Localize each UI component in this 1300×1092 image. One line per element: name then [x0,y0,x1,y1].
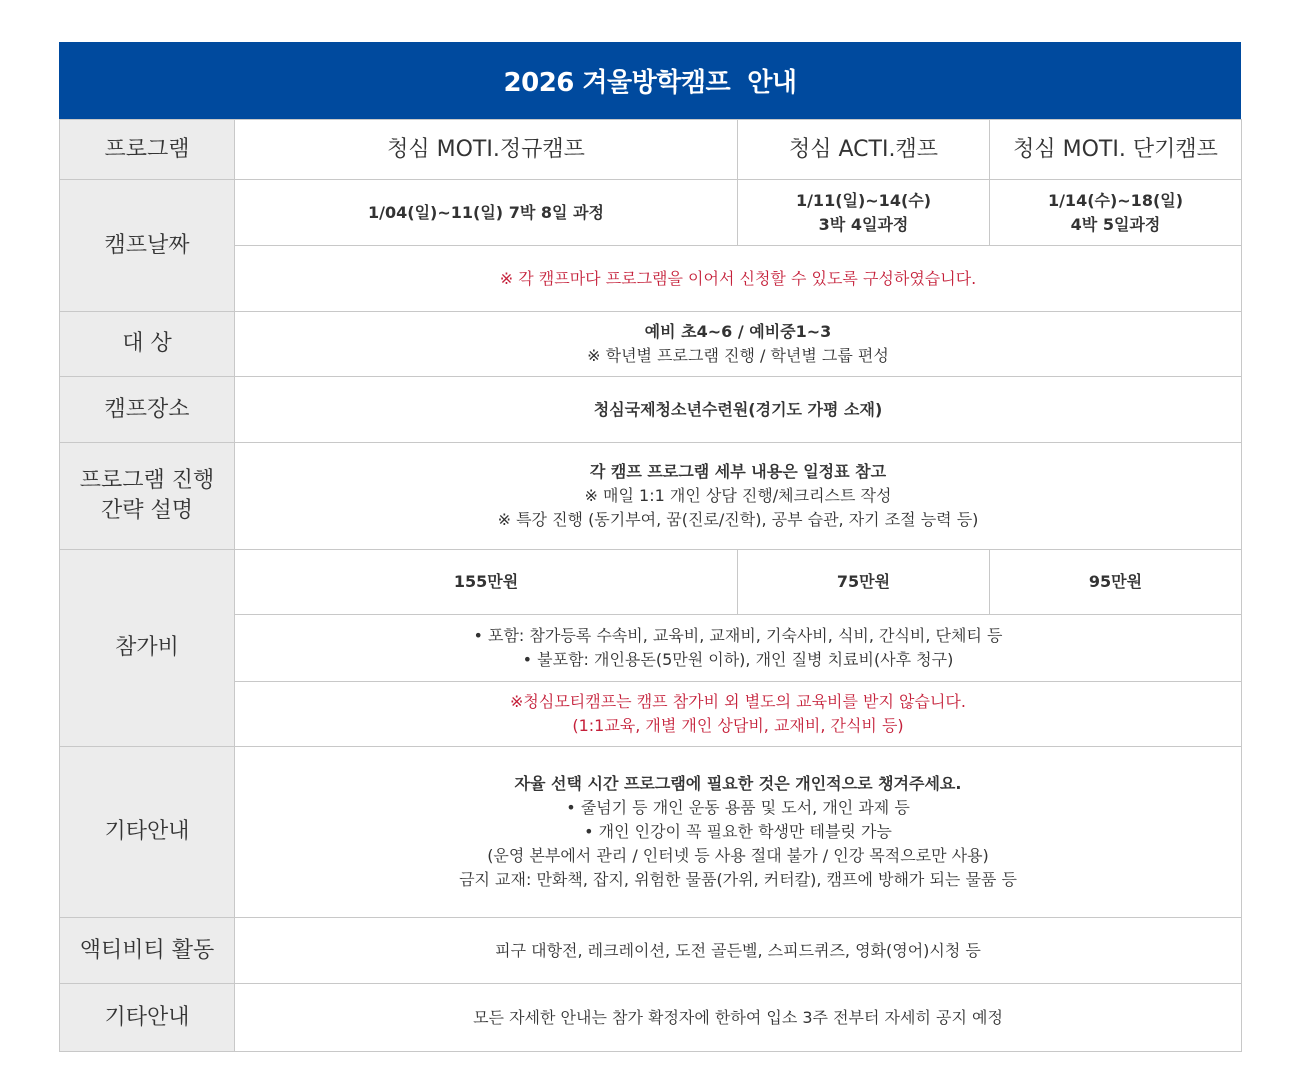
fee-note-line1: ※청심모티캠프는 캠프 참가비 외 별도의 교육비를 받지 않습니다. [510,692,966,711]
activity-value: 피구 대항전, 레크레이션, 도전 골든벨, 스피드퀴즈, 영화(영어)시청 등 [235,918,1242,984]
label-fee: 참가비 [60,550,235,747]
camp-info-table [59,119,1242,1052]
fee-regular: 155만원 [235,550,738,615]
etc1-line2: • 줄넘기 등 개인 운동 용품 및 도서, 개인 과제 등 [566,798,910,817]
dates-short-range: 1/14(수)~18(일) [1047,190,1184,210]
dates-acti-range: 1/11(일)~14(수) [795,190,932,210]
row-program [60,120,1242,180]
fee-included: • 포함: 참가등록 수속비, 교육비, 교재비, 기숙사비, 식비, 간식비, 단체티 등 [473,626,1003,645]
program-acti: 청심 ACTI.캠프 [738,120,990,180]
fee-details [235,615,1242,682]
dates-acti-duration: 3박 4일과정 [818,214,909,234]
row-etc1 [60,747,1242,918]
dates-short-duration: 4박 5일과정 [1070,214,1161,234]
label-overview-line1: 프로그램 진행 [79,468,215,493]
row-fee-amounts [60,550,1242,615]
label-overview-line2: 간략 설명 [100,498,193,523]
target-grades: 예비 초4~6 / 예비중1~3 [644,322,832,341]
row-overview [60,443,1242,550]
target-value [235,312,1242,377]
overview-counseling: ※ 매일 1:1 개인 상담 진행/체크리스트 작성 [584,486,892,505]
fee-note [235,682,1242,747]
row-location [60,377,1242,443]
etc1-value [235,747,1242,918]
fee-excluded: • 불포함: 개인용돈(5만원 이하), 개인 질병 치료비(사후 청구) [522,650,954,669]
page-title: 2026 겨울방학캠프 안내 [59,42,1241,119]
etc1-line1: 자율 선택 시간 프로그램에 필요한 것은 개인적으로 챙겨주세요. [514,774,962,793]
label-etc2: 기타안내 [60,984,235,1052]
target-note: ※ 학년별 프로그램 진행 / 학년별 그룹 편성 [587,346,889,365]
dates-regular: 1/04(일)~11(일) 7박 8일 과정 [235,180,738,246]
etc1-line5: 금지 교재: 만화책, 잡지, 위험한 물품(가위, 커터칼), 캠프에 방해가 되는 물품 등 [459,870,1017,889]
fee-acti: 75만원 [738,550,990,615]
program-short: 청심 MOTI. 단기캠프 [990,120,1242,180]
row-fee-details [60,615,1242,682]
label-location: 캠프장소 [60,377,235,443]
row-activity [60,918,1242,984]
etc1-line3: • 개인 인강이 꼭 필요한 학생만 테블릿 가능 [584,822,892,841]
row-dates-note [60,246,1242,312]
row-etc2 [60,984,1242,1052]
dates-note: ※ 각 캠프마다 프로그램을 이어서 신청할 수 있도록 구성하였습니다. [235,246,1242,312]
overview-lectures: ※ 특강 진행 (동기부여, 꿈(진로/진학), 공부 습관, 자기 조절 능력 등) [497,510,979,529]
label-overview [60,443,235,550]
location-value: 청심국제청소년수련원(경기도 가평 소재) [235,377,1242,443]
program-regular: 청심 MOTI.정규캠프 [235,120,738,180]
overview-value [235,443,1242,550]
dates-short [990,180,1242,246]
camp-info-sheet [59,42,1241,1052]
label-target: 대 상 [60,312,235,377]
overview-schedule-ref: 각 캠프 프로그램 세부 내용은 일정표 참고 [589,462,887,481]
etc1-line4: (운영 본부에서 관리 / 인터넷 등 사용 절대 불가 / 인강 목적으로만 사용) [487,846,989,865]
label-dates: 캠프날짜 [60,180,235,312]
label-activity: 액티비티 활동 [60,918,235,984]
row-target [60,312,1242,377]
row-fee-note [60,682,1242,747]
fee-short: 95만원 [990,550,1242,615]
etc2-value: 모든 자세한 안내는 참가 확정자에 한하여 입소 3주 전부터 자세히 공지 예정 [235,984,1242,1052]
label-program: 프로그램 [60,120,235,180]
label-etc1: 기타안내 [60,747,235,918]
fee-note-line2: (1:1교육, 개별 개인 상담비, 교재비, 간식비 등) [572,716,904,735]
row-dates [60,180,1242,246]
dates-acti [738,180,990,246]
